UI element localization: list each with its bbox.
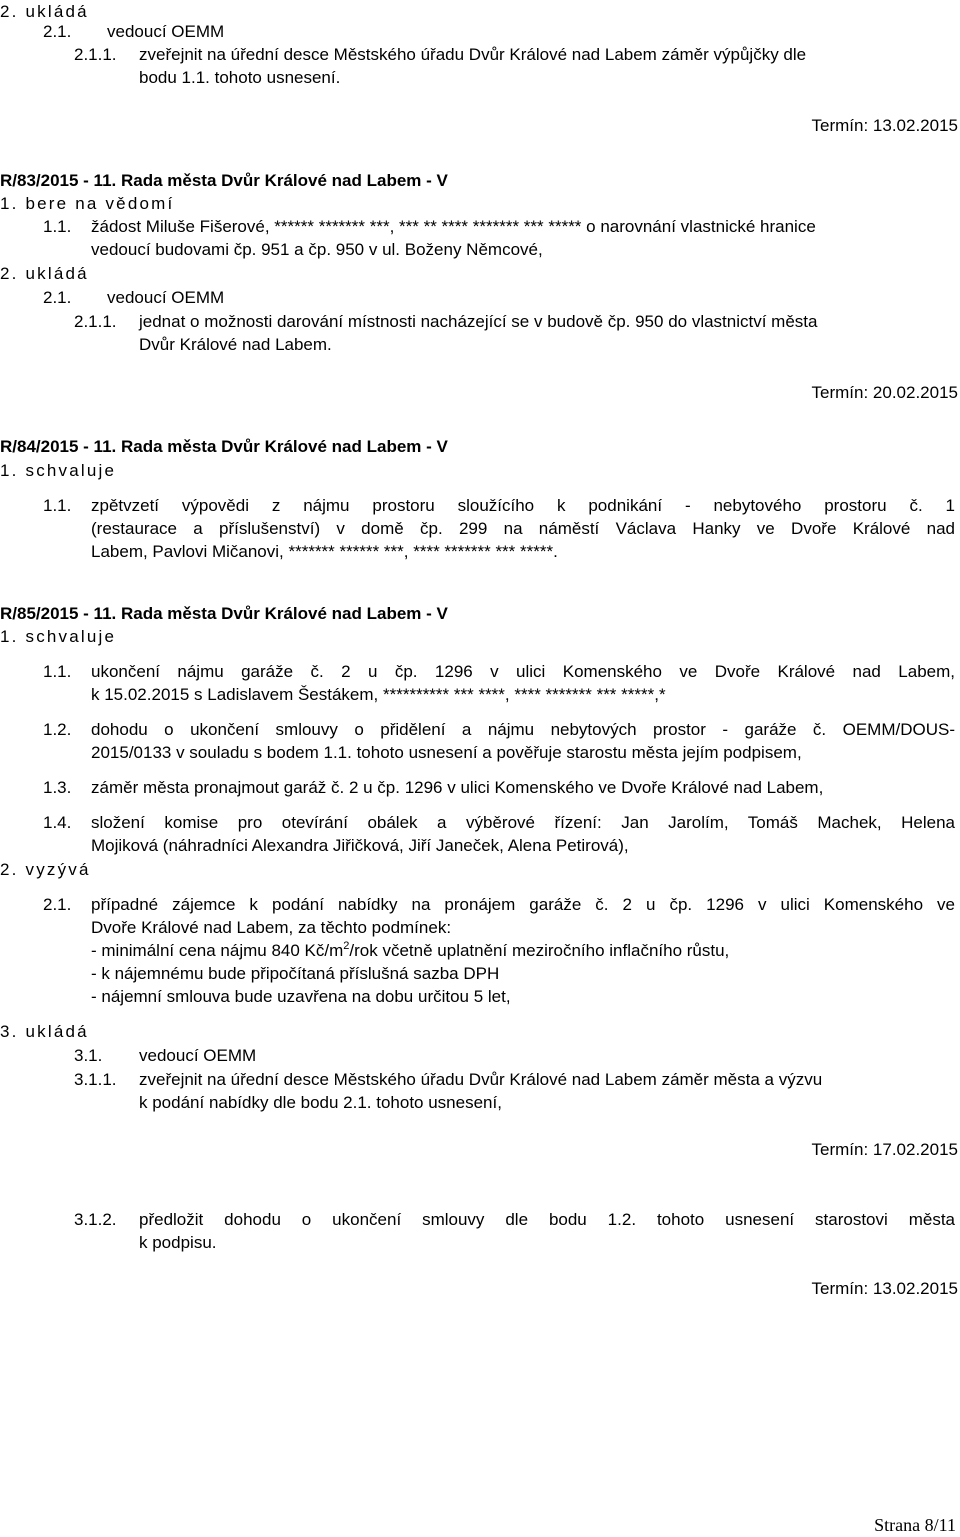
section-heading: 3. ukládá <box>0 1022 89 1041</box>
deadline: Termín: 13.02.2015 <box>811 1279 958 1298</box>
item-text-part: /rok včetně uplatnění meziročního inflačního růstu, <box>349 941 730 960</box>
item-number: 2.1. <box>43 895 72 914</box>
item-text: jednat o možnosti darování místnosti nacházející se v budově čp. 950 do vlastnictví města <box>139 312 818 331</box>
item-number: 1.4. <box>43 813 72 832</box>
item-text: záměr města pronajmout garáž č. 2 u čp. 1296 v ulici Komenského ve Dvoře Králové nad Labem, <box>91 778 824 797</box>
item-number: 2.1.1. <box>74 45 117 64</box>
item-text: Dvůr Králové nad Labem. <box>139 335 332 354</box>
item-text: ukončení nájmu garáže č. 2 u čp. 1296 v ulici Komenského ve Dvoře Králové nad Labem, <box>91 662 955 681</box>
section-heading: 2. ukládá <box>0 264 89 283</box>
item-number: 2.1.1. <box>74 312 117 331</box>
superscript: 2 <box>343 940 350 952</box>
item-text: Labem, Pavlovi Mičanovi, ******* ****** ***, **** ******* *** *****. <box>91 542 558 561</box>
item-text: zveřejnit na úřední desce Městského úřadu Dvůr Králové nad Labem záměr města a výzvu <box>139 1070 823 1089</box>
item-text: předložit dohodu o ukončení smlouvy dle bodu 1.2. tohoto usnesení starostovi města <box>139 1210 955 1229</box>
item-text: žádost Miluše Fišerové, ****** ******* ***, *** ** **** ******* *** ***** o narovnání vlastnické hranice <box>91 217 816 236</box>
deadline: Termín: 13.02.2015 <box>811 116 958 135</box>
section-heading-ukláda: 2. ukládá <box>0 2 89 21</box>
item-text: případné zájemce k podání nabídky na pronájem garáže č. 2 u čp. 1296 v ulici Komenského ve <box>91 895 955 914</box>
item-number: 1.3. <box>43 778 72 797</box>
item-text: k podpisu. <box>139 1233 217 1252</box>
item-text <box>91 939 729 962</box>
resolution-heading: R/85/2015 - 11. Rada města Dvůr Králové nad Labem - V <box>0 604 448 623</box>
item-text: vedoucí OEMM <box>139 1046 257 1065</box>
item-number: 1.2. <box>43 720 72 739</box>
item-text: k podání nabídky dle bodu 2.1. tohoto usnesení, <box>139 1093 502 1112</box>
section-heading: 1. bere na vědomí <box>0 194 175 213</box>
item-text-part: - minimální cena nájmu 840 Kč/m <box>91 941 344 960</box>
item-text: vedoucí budovami čp. 951 a čp. 950 v ul. Boženy Němcové, <box>91 240 543 259</box>
item-text: zveřejnit na úřední desce Městského úřadu Dvůr Králové nad Labem záměr výpůjčky dle <box>139 45 807 64</box>
item-text: - k nájemnému bude připočítaná příslušná sazba DPH <box>91 964 500 983</box>
item-number: 2.1. <box>43 288 72 307</box>
item-number: 1.1. <box>43 662 72 681</box>
item-text: - nájemní smlouva bude uzavřena na dobu určitou 5 let, <box>91 987 511 1006</box>
section-heading: 2. vyzývá <box>0 860 91 879</box>
item-text: 2015/0133 v souladu s bodem 1.1. tohoto usnesení a pověřuje starostu města jejím podpisem, <box>91 743 802 762</box>
resolution-heading: R/83/2015 - 11. Rada města Dvůr Králové nad Labem - V <box>0 171 448 190</box>
item-text: vedoucí OEMM <box>107 288 225 307</box>
section-heading: 1. schvaluje <box>0 627 117 646</box>
item-number: 3.1.1. <box>74 1070 117 1089</box>
item-text: bodu 1.1. tohoto usnesení. <box>139 68 341 87</box>
item-number: 3.1. <box>74 1046 103 1065</box>
item-text: Mojiková (náhradníci Alexandra Jiřičková, Jiří Janeček, Alena Petirová), <box>91 836 629 855</box>
item-number: 1.1. <box>43 496 72 515</box>
item-text: složení komise pro otevírání obálek a výběrové řízení: Jan Jarolím, Tomáš Machek, Helena <box>91 813 955 832</box>
item-text: (restaurace a příslušenství) v domě čp. 299 na náměstí Václava Hanky ve Dvoře Králové nad <box>91 519 955 538</box>
item-text: dohodu o ukončení smlouvy o přidělení a nájmu nebytových prostor - garáže č. OEMM/DOUS- <box>91 720 955 739</box>
item-number: 1.1. <box>43 217 72 236</box>
item-number: 3.1.2. <box>74 1210 117 1229</box>
resolution-heading: R/84/2015 - 11. Rada města Dvůr Králové nad Labem - V <box>0 437 448 456</box>
item-text: zpětvzetí výpovědi z nájmu prostoru sloužícího k podnikání - nebytového prostoru č. 1 <box>91 496 955 515</box>
deadline: Termín: 20.02.2015 <box>811 383 958 402</box>
item-text: Dvoře Králové nad Labem, za těchto podmínek: <box>91 918 452 937</box>
item-text: k 15.02.2015 s Ladislavem Šestákem, ********** *** ****, **** ******* *** *****,* <box>91 685 666 704</box>
item-text: vedoucí OEMM <box>107 22 225 41</box>
item-number: 2.1. <box>43 22 72 41</box>
section-heading: 1. schvaluje <box>0 461 117 480</box>
page-number: Strana 8/11 <box>874 1515 956 1535</box>
deadline: Termín: 17.02.2015 <box>811 1140 958 1159</box>
